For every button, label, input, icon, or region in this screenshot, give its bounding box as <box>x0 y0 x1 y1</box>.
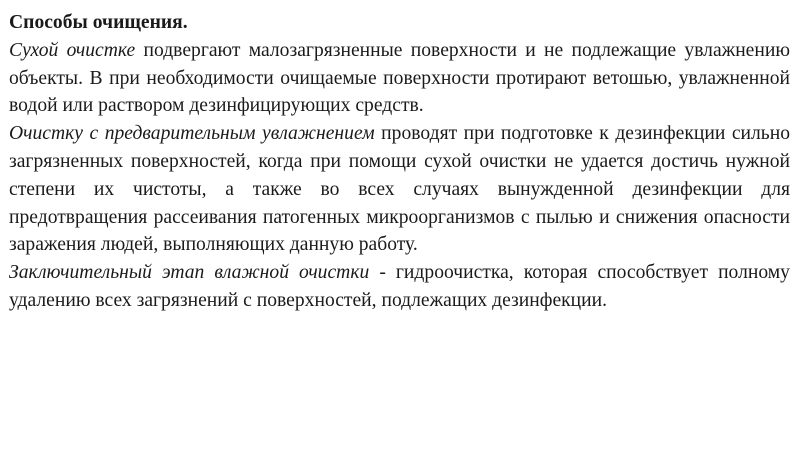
term-final-stage: Заключительный этап влажной очистки <box>9 262 370 284</box>
paragraph-final-stage <box>9 259 790 315</box>
term-dry-cleaning: Сухой очистке <box>9 39 136 61</box>
paragraph-wet-precleaning <box>9 120 790 259</box>
paragraph-text: - гидроочистка, которая способствует полному удалению всех загрязнений с поверхностей, подлежащих дезинфекции. <box>9 262 790 311</box>
slide-title: Способы очищения. <box>9 12 188 33</box>
term-wet-precleaning: Очистку с предварительным увлажнением <box>9 123 375 145</box>
paragraph-dry-cleaning <box>9 37 790 120</box>
paragraph-text: подвергают малозагрязненные поверхности и не подлежащие увлажнению объекты. В при необходимости очищаемые поверхности протирают ветошью, увлажненной водой или раствором дезинфицирующих средств. <box>9 39 790 117</box>
paragraph-text: проводят при подготовке к дезинфекции сильно загрязненных поверхностей, когда при помощи сухой очистки не удается достичь нужной степени их чистоты, а также во всех случаях вынужденной дезинфекции для предотвращения рассеивания патогенных микроорганизмов с пылью и снижения опасности заражения людей, выполняющих данную работу. <box>9 123 790 256</box>
